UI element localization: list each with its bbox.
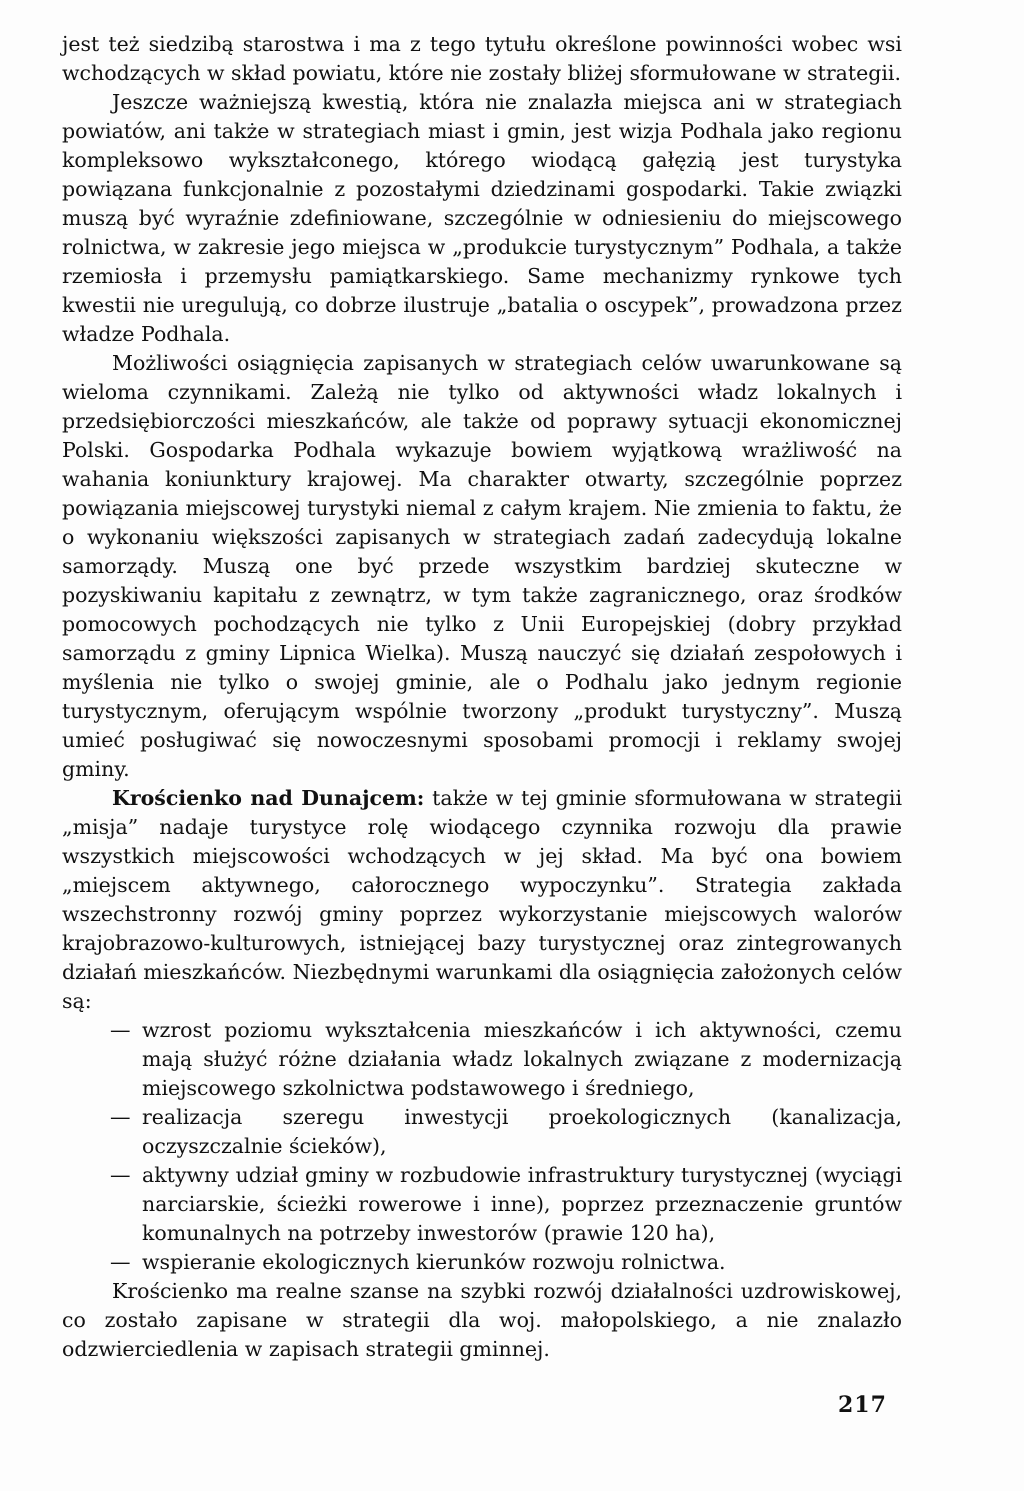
paragraph-goals-conditions: Możliwości osiągnięcia zapisanych w strategiach celów uwarunkowane są wieloma czynnikami. Zależą nie tylko od aktywności władz lokalnych i przedsiębiorczości mieszkańców, ale także od poprawy sytuacji ekonomicznej Polski. Gospodarka Podhala wykazuje bowiem wyjątkową wrażliwość na wahania koniunktury krajowej. Ma charakter otwarty, szczególnie poprzez powiązania miejscowej turystyki niemal z całym krajem. Nie zmienia to faktu, że o wykonaniu większości zapisanych w strategiach zadań zadecydują lokalne samorządy. Muszą one być przede wszystkim bardziej skuteczne w pozyskiwaniu kapitału z zewnątrz, w tym także zagranicznego, oraz środków pomocowych pochodzących nie tylko z Unii Europejskiej (dobry przykład samorządu z gminy Lipnica Wielka). Muszą nauczyć się działań zespołowych i myślenia nie tylko o swojej gminie, ale o Podhalu jako jednym regionie turystycznym, oferującym wspólnie tworzony „produkt turystyczny”. Muszą umieć posługiwać się nowoczesnymi sposobami promocji i reklamy swojej gminy.	[62, 351, 902, 781]
dash-marker: —	[110, 1105, 131, 1129]
kroscienko-heading: Krościenko nad Dunajcem:	[112, 786, 425, 810]
conditions-list	[62, 1016, 902, 1277]
paragraph-spa-development: Krościenko ma realne szanse na szybki rozwój działalności uzdrowiskowej, co zostało zapisane w strategii dla woj. małopolskiego, a nie znalazło odzwierciedlenia w zapisach strategii gminnej.	[62, 1279, 902, 1361]
body-text	[62, 30, 902, 1364]
list-item	[110, 1161, 902, 1248]
paragraph-continuation: jest też siedzibą starostwa i ma z tego tytułu określone powinności wobec wsi wchodzących w skład powiatu, które nie zostały bliżej sformułowane w strategii.	[62, 32, 902, 85]
list-item-text: wzrost poziomu wykształcenia mieszkańców i ich aktywności, czemu mają służyć różne działania władz lokalnych związane z modernizacją miejscowego szkolnictwa podstawowego i średniego,	[142, 1018, 902, 1100]
page-number: 217	[838, 1392, 887, 1418]
list-item-text: wspieranie ekologicznych kierunków rozwoju rolnictwa.	[142, 1250, 726, 1274]
list-item	[110, 1103, 902, 1161]
dash-marker: —	[110, 1250, 131, 1274]
list-item-text: realizacja szeregu inwestycji proekologicznych (kanalizacja, oczyszczalnie ścieków),	[142, 1105, 902, 1158]
list-item	[110, 1016, 902, 1103]
list-item	[110, 1248, 902, 1277]
dash-marker: —	[110, 1163, 131, 1187]
paragraph-podhala-vision: Jeszcze ważniejszą kwestią, która nie znalazła miejsca ani w strategiach powiatów, ani także w strategiach miast i gmin, jest wizja Podhala jako regionu kompleksowo wykształconego, którego wiodącą gałęzią jest turystyka powiązana funkcjonalnie z pozostałymi dziedzinami gospodarki. Takie związki muszą być wyraźnie zdefiniowane, szczególnie w odniesieniu do miejscowego rolnictwa, w zakresie jego miejsca w „produkcie turystycznym” Podhala, a także rzemiosła i przemysłu pamiątkarskiego. Same mechanizmy rynkowe tych kwestii nie uregulują, co dobrze ilustruje „batalia o oscypek”, prowadzona przez władze Podhala.	[62, 90, 902, 346]
kroscienko-body: także w tej gminie sformułowana w strategii „misja” nadaje turystyce rolę wiodącego czynnika rozwoju dla prawie wszystkich miejscowości wchodzących w jej skład. Ma być ona bowiem „miejscem aktywnego, całorocznego wypoczynku”. Strategia zakłada wszechstronny rozwój gminy poprzez wykorzystanie miejscowych walorów krajobrazowo-kulturowych, istniejącej bazy turystycznej oraz zintegrowanych działań mieszkańców. Niezbędnymi warunkami dla osiągnięcia założonych celów są:	[62, 786, 903, 1013]
dash-marker: —	[110, 1018, 131, 1042]
list-item-text: aktywny udział gminy w rozbudowie infrastruktury turystycznej (wyciągi narciarskie, ścieżki rowerowe i inne), poprzez przeznaczenie gruntów komunalnych na potrzeby inwestorów (prawie 120 ha),	[142, 1163, 902, 1245]
paragraph-kroscienko	[62, 784, 902, 1016]
